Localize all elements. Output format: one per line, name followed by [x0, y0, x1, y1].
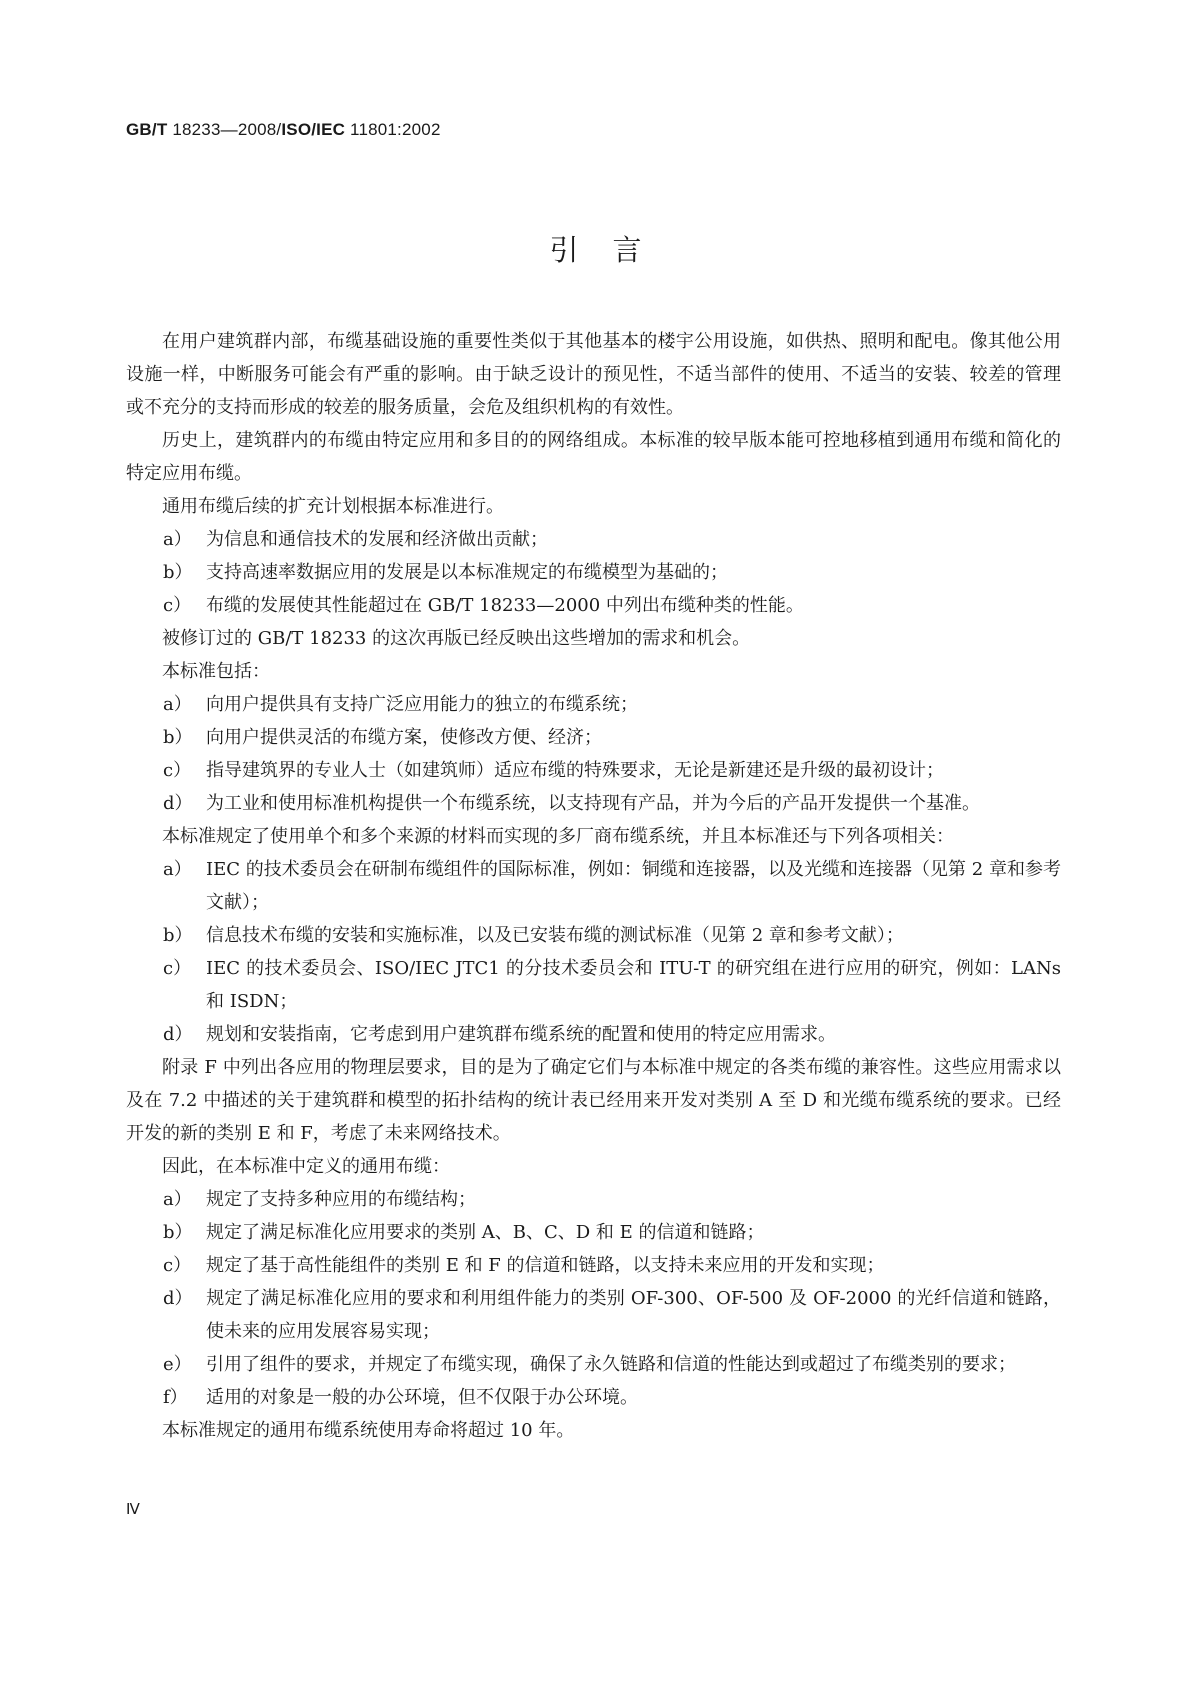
paragraph-1: 在用户建筑群内部，布缆基础设施的重要性类似于其他基本的楼宇公用设施，如供热、照明和配电。像其他公用设施一样，中断服务可能会有严重的影响。由于缺乏设计的预见性，不适当部件的使用、不适当的安装、较差的管理或不充分的支持而形成的较差的服务质量，会危及组织机构的有效性。 [126, 331, 1061, 418]
paragraph-4: 被修订过的 GB/T 18233 的这次再版已经反映出这些增加的需求和机会。 [162, 628, 751, 649]
list-item: a） 向用户提供具有支持广泛应用能力的独立的布缆系统； [126, 688, 1061, 721]
header-iso-number: 11801:2002 [345, 120, 441, 139]
page-title: 引言 [549, 233, 676, 267]
list-marker: d） [163, 793, 193, 814]
header-std-number: 18233—2008/ [167, 120, 282, 139]
list-marker: b） [163, 925, 193, 946]
list-marker: e） [163, 1354, 192, 1375]
list-item: e） 引用了组件的要求，并规定了布缆实现，确保了永久链路和信道的性能达到或超过了布缆类别的要求； [126, 1348, 1061, 1381]
list-item: f） 适用的对象是一般的办公环境，但不仅限于办公环境。 [126, 1381, 1061, 1414]
page-number: Ⅳ [126, 1502, 140, 1518]
list-marker: a） [163, 529, 192, 550]
list-marker: a） [163, 694, 192, 715]
list-marker: b） [163, 562, 193, 583]
list-item: b） 支持高速率数据应用的发展是以本标准规定的布缆模型为基础的； [126, 556, 1061, 589]
list-item: b） 规定了满足标准化应用要求的类别 A、B、C、D 和 E 的信道和链路； [126, 1216, 1061, 1249]
header-std-prefix: GB/T [126, 120, 168, 139]
paragraph-2: 历史上，建筑群内的布缆由特定应用和多目的的网络组成。本标准的较早版本能可控地移植到通用布缆和简化的特定应用布缆。 [126, 430, 1061, 484]
document-body [126, 325, 1061, 1447]
list-item: c） 布缆的发展使其性能超过在 GB/T 18233—2000 中列出布缆种类的性能。 [126, 589, 1061, 622]
list-marker: d） [163, 1024, 193, 1045]
paragraph-7: 附录 F 中列出各应用的物理层要求，目的是为了确定它们与本标准中规定的各类布缆的兼容性。这些应用需求以及在 7.2 中描述的关于建筑群和模型的拓扑结构的统计表已经用来开发对类别 A 至 D 和光缆布缆系统的要求。已经开发的新的类别 E 和 F，考虑了未来网络技术。 [126, 1057, 1061, 1144]
list-marker: f） [163, 1387, 188, 1408]
list-marker: b） [163, 1222, 193, 1243]
list-item: a） 为信息和通信技术的发展和经济做出贡献； [126, 523, 1061, 556]
paragraph-6: 本标准规定了使用单个和多个来源的材料而实现的多厂商布缆系统，并且本标准还与下列各项相关： [162, 826, 954, 847]
list-item: d） 规划和安装指南，它考虑到用户建筑群布缆系统的配置和使用的特定应用需求。 [126, 1018, 1061, 1051]
list-item: a） IEC 的技术委员会在研制布缆组件的国际标准，例如：铜缆和连接器，以及光缆和连接器（见第 2 章和参考文献）； [126, 853, 1061, 919]
paragraph-9: 本标准规定的通用布缆系统使用寿命将超过 10 年。 [162, 1420, 575, 1441]
standard-header [126, 120, 441, 140]
list-4 [126, 1183, 1061, 1414]
list-marker: c） [163, 958, 192, 979]
list-marker: a） [163, 859, 192, 880]
list-marker: b） [163, 727, 193, 748]
list-3 [126, 853, 1061, 1051]
list-item: a） 规定了支持多种应用的布缆结构； [126, 1183, 1061, 1216]
list-item: b） 向用户提供灵活的布缆方案，使修改方便、经济； [126, 721, 1061, 754]
list-marker: d） [163, 1288, 193, 1309]
list-marker: c） [163, 760, 192, 781]
list-item: c） 规定了基于高性能组件的类别 E 和 F 的信道和链路，以支持未来应用的开发和实现； [126, 1249, 1061, 1282]
list-1 [126, 523, 1061, 622]
list-marker: c） [163, 595, 192, 616]
list-marker: a） [163, 1189, 192, 1210]
list-2 [126, 688, 1061, 820]
header-iso-prefix: ISO/IEC [281, 120, 346, 139]
list-item: b） 信息技术布缆的安装和实施标准，以及已安装布缆的测试标准（见第 2 章和参考文献）； [126, 919, 1061, 952]
paragraph-8: 因此，在本标准中定义的通用布缆： [162, 1156, 450, 1177]
list-marker: c） [163, 1255, 192, 1276]
list-item: c） IEC 的技术委员会、ISO/IEC JTC1 的分技术委员会和 ITU-T 的研究组在进行应用的研究，例如：LANs 和 ISDN； [126, 952, 1061, 1018]
paragraph-5: 本标准包括： [162, 661, 270, 682]
paragraph-3: 通用布缆后续的扩充计划根据本标准进行。 [162, 496, 504, 517]
list-item: d） 为工业和使用标准机构提供一个布缆系统，以支持现有产品，并为今后的产品开发提供一个基准。 [126, 787, 1061, 820]
list-item: c） 指导建筑界的专业人士（如建筑师）适应布缆的特殊要求，无论是新建还是升级的最初设计； [126, 754, 1061, 787]
list-item: d） 规定了满足标准化应用的要求和利用组件能力的类别 OF-300、OF-500 及 OF-2000 的光纤信道和链路，使未来的应用发展容易实现； [126, 1282, 1061, 1348]
